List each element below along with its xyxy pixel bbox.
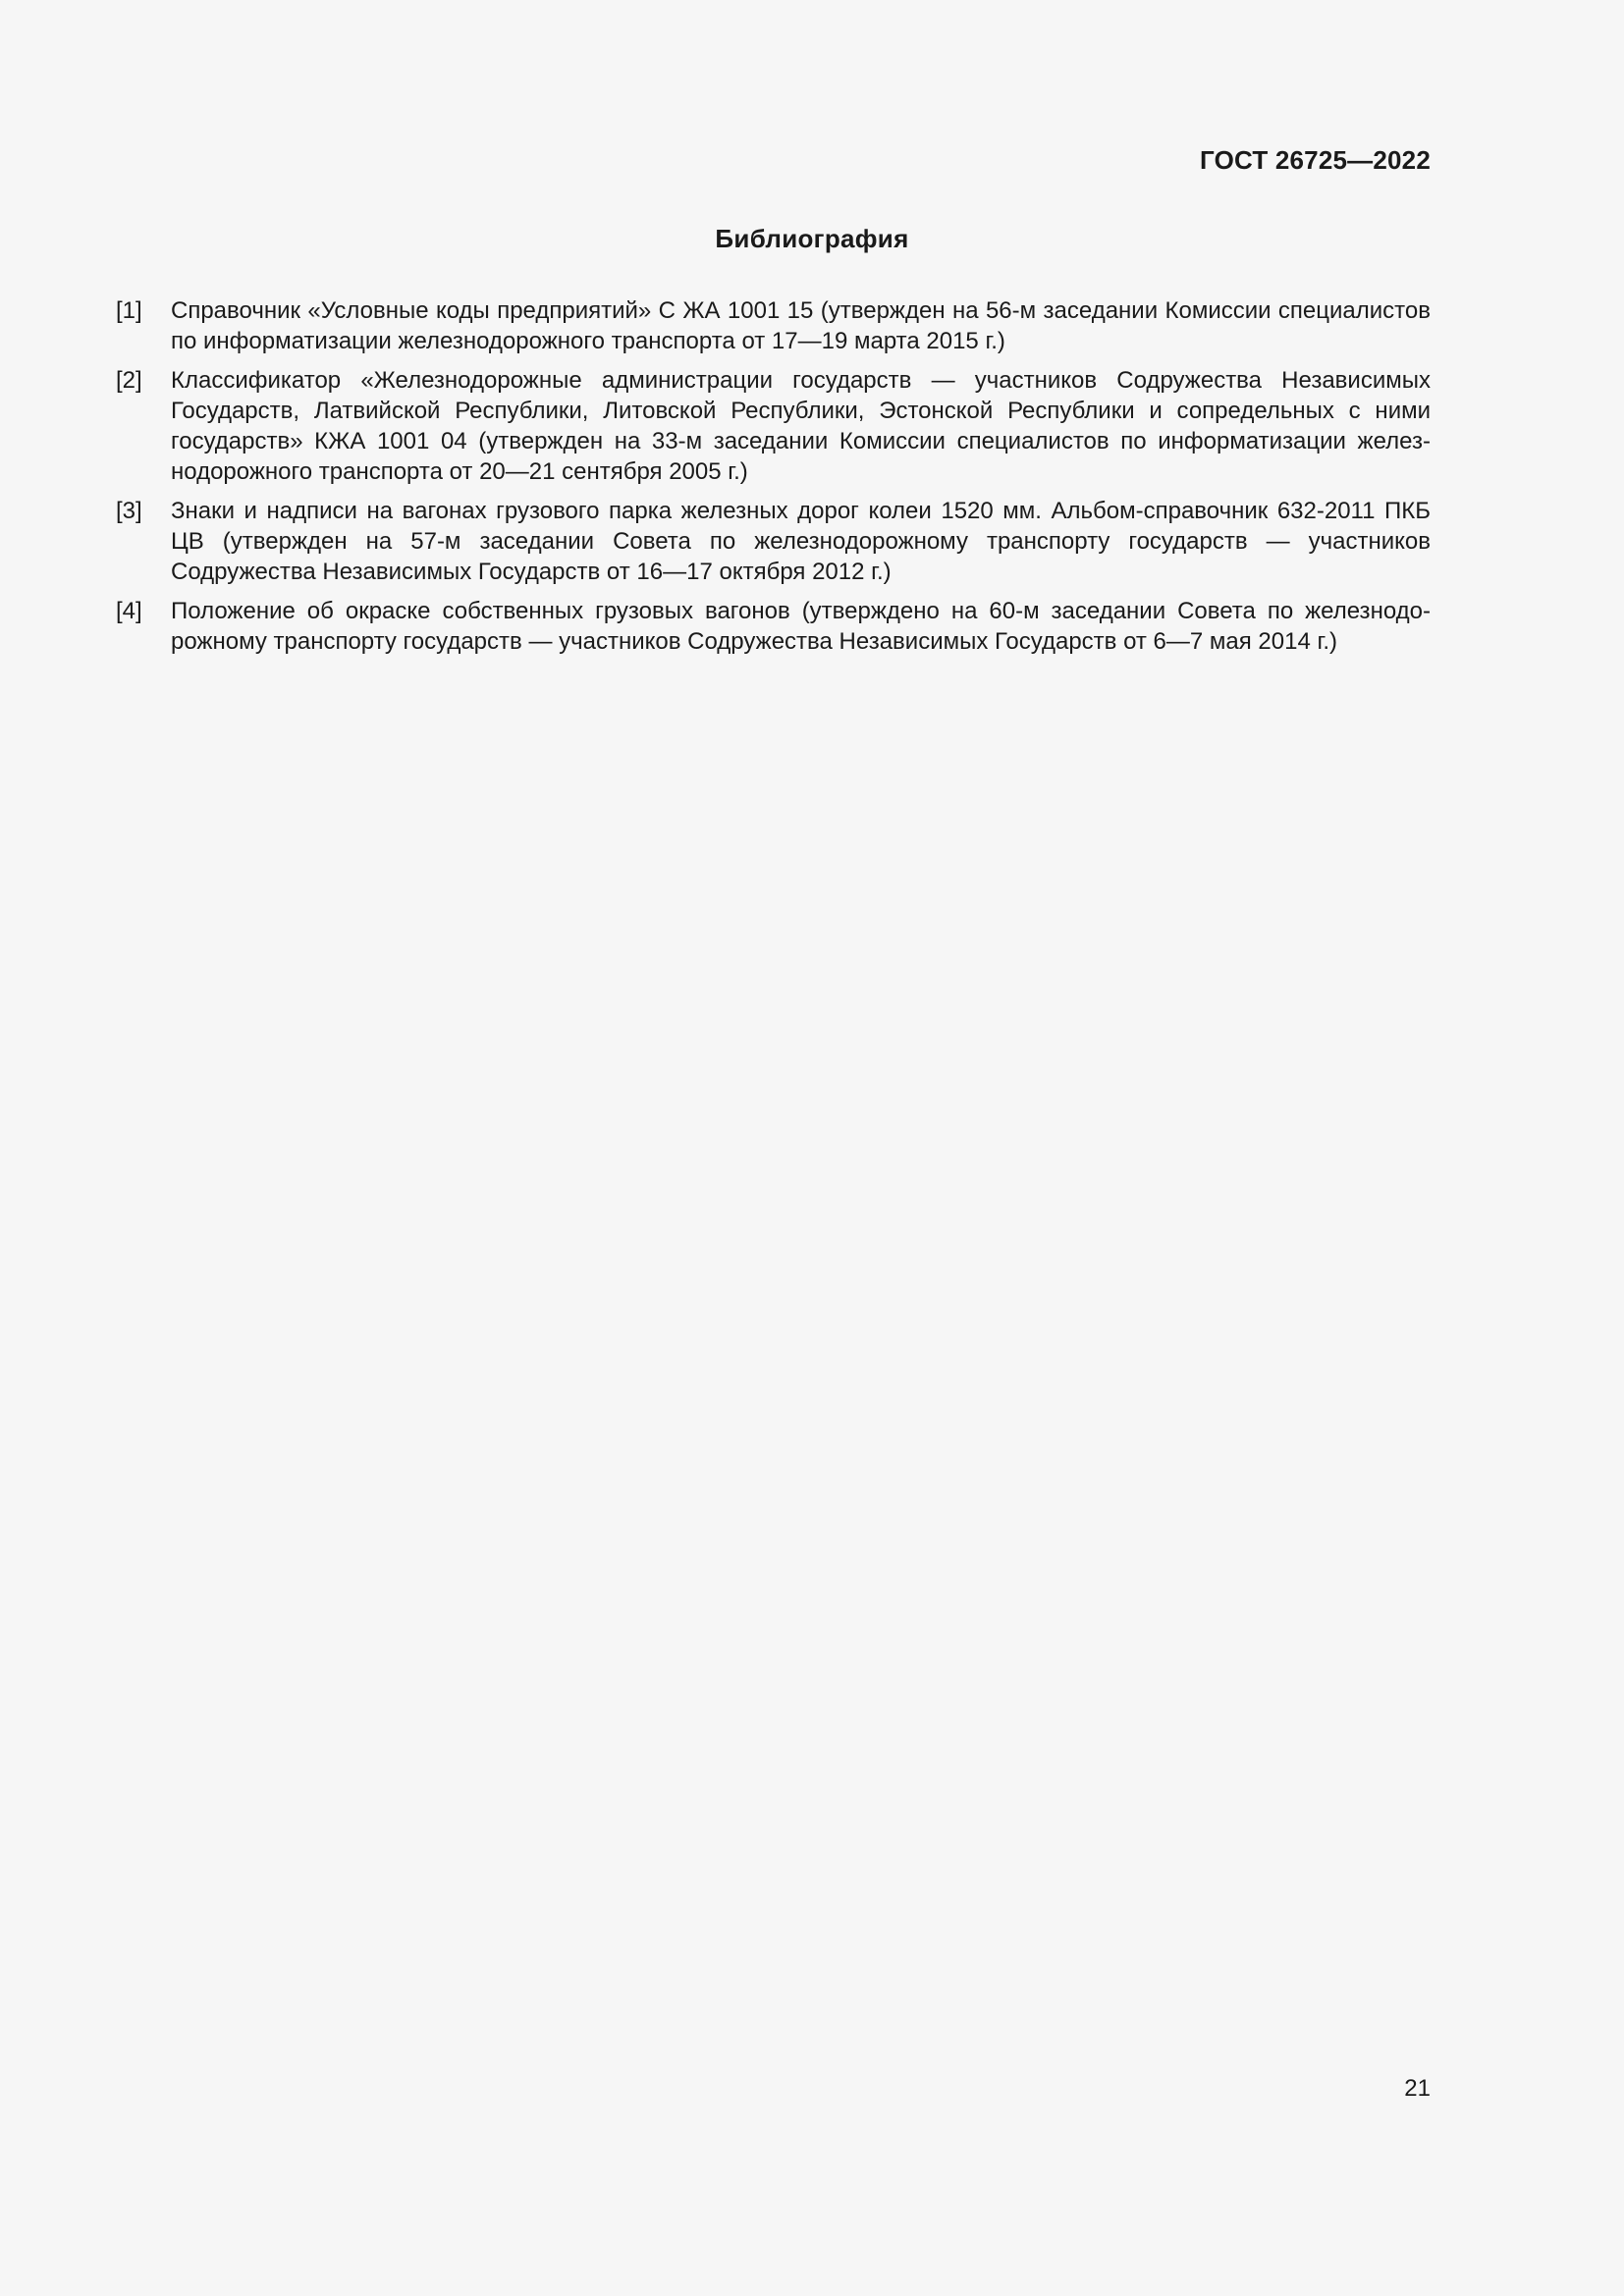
bibliography-entry-number: [1]: [116, 297, 142, 324]
bibliography-entry-text: Справочник «Условные коды предприятий» С ЖА 1001 15 (утвержден на 56-м заседании Комиссии специалистов по информатизации железнодорожного транспорта от 17—19 марта 2015 г.): [171, 297, 1431, 354]
document-header-code: ГОСТ 26725—2022: [1200, 145, 1431, 175]
bibliography-entry: [116, 295, 1431, 356]
page-number: 21: [1404, 2075, 1431, 2102]
bibliography-entry-text: Классификатор «Железнодорожные администрации государств — участников Содружества Независимых Государств, Латвийской Республики, Литовской Республики, Эстонской Республики и сопредельных с ними государств» КЖА 1001 04 (утвержден на 33-м заседании Комиссии специалистов по информатизации железнодорожного транспорта от 20—21 сентября 2005 г.): [171, 367, 1431, 485]
bibliography-entry-text: Знаки и надписи на вагонах грузового парка железных дорог колеи 1520 мм. Альбом-справочник 632-2011 ПКБ ЦВ (утвержден на 57-м заседании Совета по железнодорожному транспорту государств — участников Содружества Независимых Государств от 16—17 октября 2012 г.): [171, 498, 1431, 585]
bibliography-list: [116, 295, 1431, 666]
section-title: Библиография: [715, 224, 909, 253]
bibliography-entry-text: Положение об окраске собственных грузовых вагонов (утверждено на 60-м заседании Совета по железнодорожному транспорту государств — участников Содружества Независимых Государств от 6—7 мая 2014 г.): [171, 598, 1431, 655]
bibliography-entry: [116, 496, 1431, 587]
bibliography-entry: [116, 365, 1431, 487]
bibliography-entry: [116, 596, 1431, 657]
bibliography-entry-number: [4]: [116, 598, 142, 624]
bibliography-entry-number: [3]: [116, 498, 142, 524]
bibliography-entry-number: [2]: [116, 367, 142, 394]
